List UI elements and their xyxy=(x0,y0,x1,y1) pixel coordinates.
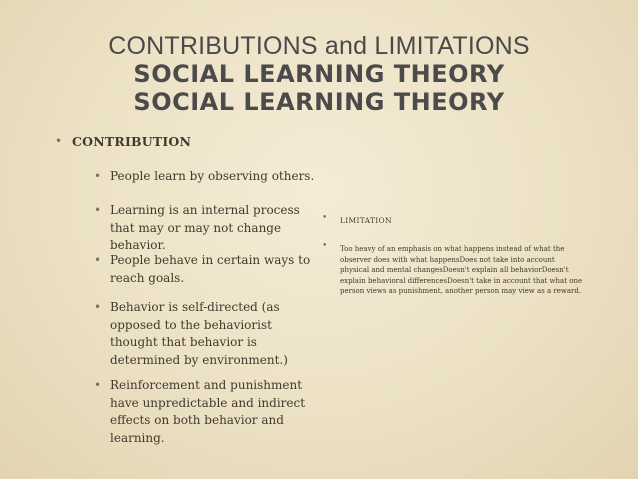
bullet-dot: • xyxy=(55,134,63,148)
bullet-dot: • xyxy=(94,203,102,217)
slide-subtitle-line1: SOCIAL LEARNING THEORY xyxy=(133,60,505,88)
contribution-item: Reinforcement and punishment have unpredictable and indirect effects on both behavior and learning. xyxy=(110,378,306,445)
contribution-item: Learning is an internal process that may or may not change behavior. xyxy=(110,203,300,252)
limitation-text: Too heavy of an emphasis on what happens instead of what the observer does with what happensDoes not take into account physical and mental changesDoesn't explain all behaviorDoesn't explain behavioral differencesDoesn't take in account that what one person views as punishment, another person may view as a reward. xyxy=(340,245,583,296)
contribution-item: People learn by observing others. xyxy=(110,169,315,183)
bullet-dot: • xyxy=(94,378,102,392)
contribution-heading: CONTRIBUTION xyxy=(72,134,192,149)
slide-subtitle-line2: SOCIAL LEARNING THEORY xyxy=(133,88,505,116)
bullet-dot: • xyxy=(94,169,102,183)
bullet-dot: • xyxy=(322,241,328,251)
bullet-dot: • xyxy=(94,300,102,314)
limitation-heading: LIMITATION xyxy=(340,216,392,225)
contribution-item: Behavior is self-directed (as opposed to the behaviorist thought that behavior is determined by environment.) xyxy=(110,300,288,367)
contribution-item: People behave in certain ways to reach goals. xyxy=(110,253,311,285)
bullet-dot: • xyxy=(322,213,328,223)
slide-title: CONTRIBUTIONS and LIMITATIONS xyxy=(108,32,530,60)
bullet-dot: • xyxy=(94,253,102,267)
